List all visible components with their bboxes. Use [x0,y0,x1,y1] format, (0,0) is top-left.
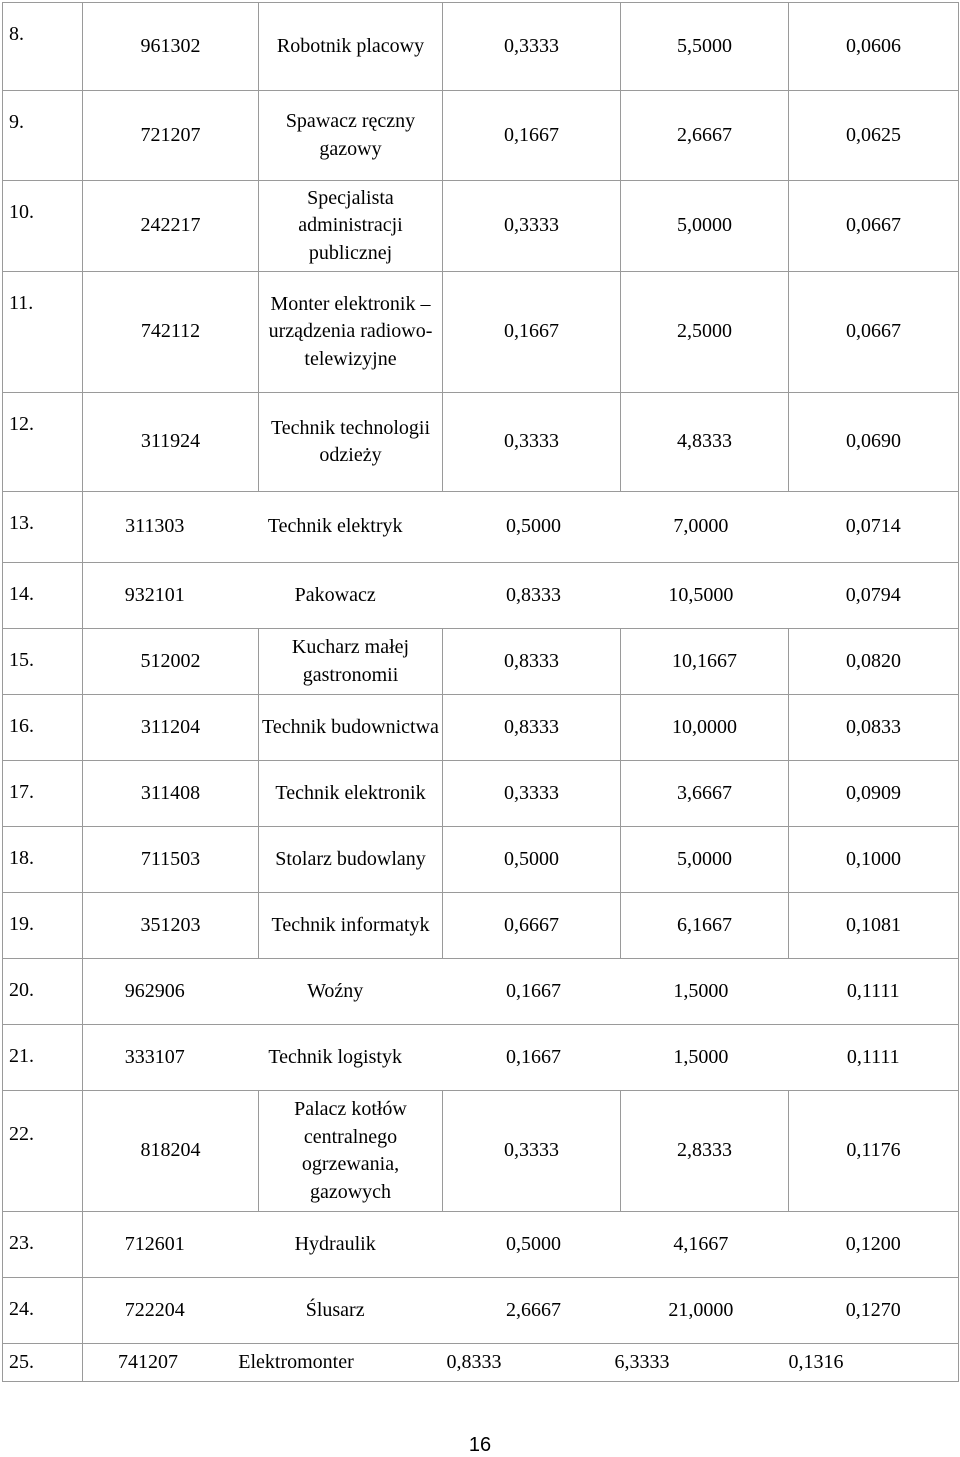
row-number: 18. [3,827,83,893]
value-c: 0,0606 [789,3,959,91]
value-a: 0,3333 [443,761,621,827]
value-c: 0,1000 [789,827,959,893]
value-a: 0,5000 [505,1232,561,1255]
row-number: 11. [3,272,83,393]
value-c: 0,1316 [788,1350,844,1373]
value-b: 4,8333 [621,393,789,492]
value-b: 7,0000 [673,515,729,538]
occupation-statistics-table [2,2,959,1382]
row-number: 10. [3,181,83,272]
value-a: 0,8333 [505,583,561,606]
value-b: 6,1667 [621,893,789,959]
value-c: 0,0794 [845,583,901,606]
value-c: 0,0625 [789,91,959,181]
value-a: 0,6667 [443,893,621,959]
value-a: 2,6667 [505,1298,561,1321]
value-b: 1,5000 [673,979,729,1002]
table-row [3,1212,959,1278]
page-number: 16 [468,1434,492,1456]
row-number: 14. [3,563,83,629]
occupation-name: Specjalista administracji publicznej [259,181,443,272]
occupation-name: Technik logistyk [268,1045,402,1068]
occupation-name: Palacz kotłów centralnego ogrzewania, gazowych [259,1091,443,1212]
value-b: 10,5000 [668,583,734,606]
row-number: 23. [3,1212,83,1278]
occupation-code: 333107 [124,1045,185,1068]
value-b: 5,5000 [621,3,789,91]
value-a: 0,3333 [443,181,621,272]
value-a: 0,3333 [443,3,621,91]
value-c: 0,0833 [789,695,959,761]
occupation-code: 311204 [83,695,259,761]
value-c: 0,1111 [846,979,900,1002]
row-number: 15. [3,629,83,695]
row-number: 16. [3,695,83,761]
value-a: 0,3333 [443,393,621,492]
row-number: 12. [3,393,83,492]
occupation-code: 311303 [125,515,185,538]
value-a: 0,8333 [446,1350,502,1373]
row-number: 13. [3,492,83,563]
value-b: 10,0000 [621,695,789,761]
occupation-name: Elektromonter [238,1350,354,1373]
table-row [3,181,959,272]
table-row [3,827,959,893]
value-c: 0,0820 [789,629,959,695]
occupation-name: Spawacz ręczny gazowy [259,91,443,181]
table-row [3,1091,959,1212]
value-b: 6,3333 [614,1350,670,1373]
occupation-code: 242217 [83,181,259,272]
combined-row-cell [83,1212,959,1278]
occupation-name: Technik technologii odzieży [259,393,443,492]
table-row [3,893,959,959]
value-c: 0,1111 [846,1045,900,1068]
table-row [3,563,959,629]
combined-row-cell [83,1344,959,1382]
table-row [3,91,959,181]
table-row [3,761,959,827]
value-c: 0,0667 [789,181,959,272]
occupation-name: Kucharz małej gastronomii [259,629,443,695]
value-a: 0,5000 [443,827,621,893]
occupation-code: 721207 [83,91,259,181]
occupation-code: 962906 [124,979,185,1002]
occupation-code: 711503 [83,827,259,893]
value-c: 0,0909 [789,761,959,827]
value-b: 5,0000 [621,181,789,272]
table-row [3,1025,959,1091]
occupation-name: Technik elektryk [267,515,403,538]
occupation-code: 512002 [83,629,259,695]
combined-row-cell [83,959,959,1025]
occupation-name: Stolarz budowlany [259,827,443,893]
occupation-code: 741207 [118,1350,178,1373]
table-row [3,393,959,492]
table-row [3,629,959,695]
occupation-code: 311924 [83,393,259,492]
occupation-code: 712601 [124,1232,185,1255]
row-number: 20. [3,959,83,1025]
value-b: 1,5000 [673,1045,729,1068]
value-b: 10,1667 [621,629,789,695]
row-number: 8. [3,3,83,91]
occupation-name: Technik informatyk [259,893,443,959]
value-a: 0,3333 [443,1091,621,1212]
value-b: 5,0000 [621,827,789,893]
occupation-code: 961302 [83,3,259,91]
value-a: 0,5000 [505,515,561,538]
table-row [3,272,959,393]
row-number: 17. [3,761,83,827]
row-number: 21. [3,1025,83,1091]
row-number: 24. [3,1278,83,1344]
occupation-code: 818204 [83,1091,259,1212]
value-a: 0,1667 [443,272,621,393]
table-row [3,1278,959,1344]
row-number: 9. [3,91,83,181]
occupation-code: 722204 [124,1298,185,1321]
occupation-name: Monter elektronik – urządzenia radiowo-telewizyjne [259,272,443,393]
table-row [3,3,959,91]
value-c: 0,1176 [789,1091,959,1212]
value-a: 0,8333 [443,695,621,761]
value-a: 0,1667 [443,91,621,181]
table-row [3,1344,959,1382]
value-c: 0,0690 [789,393,959,492]
occupation-code: 311408 [83,761,259,827]
combined-row-cell [83,1278,959,1344]
occupation-name: Pakowacz [294,583,376,606]
value-a: 0,8333 [443,629,621,695]
value-b: 4,1667 [673,1232,729,1255]
combined-row-cell [83,563,959,629]
table-row [3,959,959,1025]
value-b: 2,6667 [621,91,789,181]
value-b: 3,6667 [621,761,789,827]
occupation-code: 932101 [124,583,185,606]
occupation-name: Ślusarz [305,1298,365,1321]
table-row [3,695,959,761]
occupation-name: Robotnik placowy [259,3,443,91]
row-number: 22. [3,1091,83,1212]
occupation-code: 742112 [83,272,259,393]
value-b: 21,0000 [668,1298,734,1321]
combined-row-cell [83,492,959,563]
row-number: 25. [3,1344,83,1382]
value-b: 2,5000 [621,272,789,393]
value-c: 0,1200 [845,1232,901,1255]
table-row [3,492,959,563]
combined-row-cell [83,1025,959,1091]
value-c: 0,0667 [789,272,959,393]
occupation-name: Technik elektronik [259,761,443,827]
value-c: 0,1270 [845,1298,901,1321]
value-a: 0,1667 [505,1045,561,1068]
value-b: 2,8333 [621,1091,789,1212]
occupation-name: Technik budownictwa [259,695,443,761]
occupation-code: 351203 [83,893,259,959]
value-c: 0,1081 [789,893,959,959]
value-a: 0,1667 [505,979,561,1002]
row-number: 19. [3,893,83,959]
value-c: 0,0714 [845,515,901,538]
occupation-name: Hydraulik [294,1232,376,1255]
occupation-name: Woźny [307,979,364,1002]
